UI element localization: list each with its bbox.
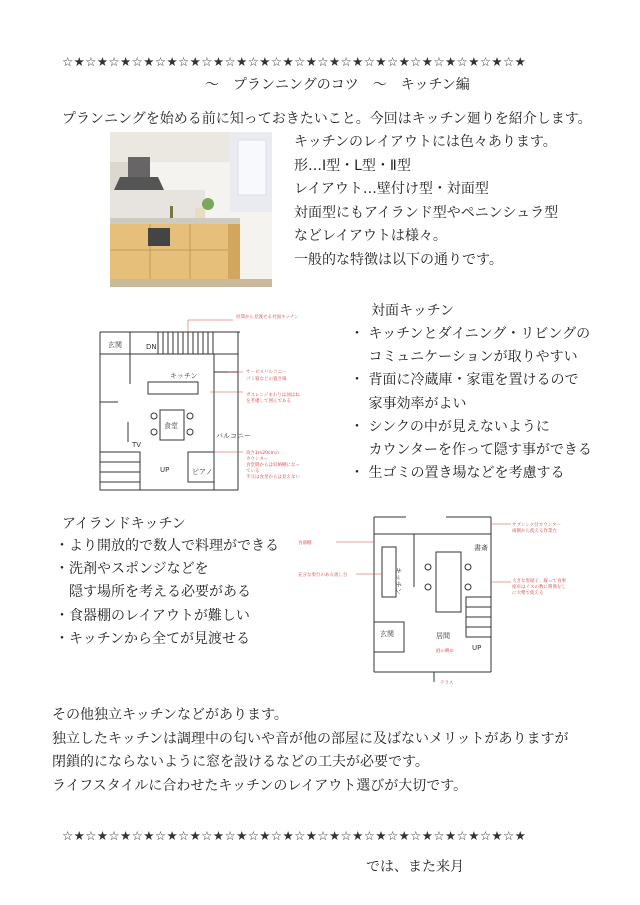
room-label: 居間 [436,632,450,640]
plan-note: サービスバルコニー [246,370,287,375]
taimen-features [350,323,592,485]
plan-note: 庭の眺め [436,649,454,654]
room-label: TV [132,441,142,449]
room-label: ピアノ [192,468,213,476]
layout-line: 形…Ⅰ型・L型・Ⅱ型 [294,157,411,174]
taimen-heading: 対面キッチン [371,303,455,319]
room-label: UP [472,644,482,652]
layout-description [294,131,558,272]
room-label: 書斎 [474,544,488,552]
plan-note: 座卓はイスの数に関係なし [512,585,566,590]
island-heading: アイランドキッチン [62,516,186,532]
layout-line: キッチンのレイアウトには色々あります。 [294,134,557,150]
island-floor-plan [296,512,596,687]
feature-item: ・ キッチンとダイニング・リビングの [350,326,591,342]
room-label: キッチン [170,372,198,380]
plan-note: サブシンク付カウンター [512,523,561,528]
plan-note: ている [246,469,260,474]
room-label: 食堂 [164,422,178,430]
plan-note: に大勢で使える [512,591,544,596]
plan-note: 充分な奥行のある流し台 [298,573,348,578]
feature-item: ・洗剤やスポンジなどを [55,561,209,578]
room-label: キッチン [394,567,402,595]
plan-note: ガスレンジまわりは油はね [246,393,300,398]
plan-note: 手元は食堂からは見えない [246,475,300,480]
plan-note: を考慮して囲んである [246,399,291,404]
closing-line: その他独立キッチンなどがあります。 [52,707,288,723]
header-star-border: ☆★☆★☆★☆★☆★☆★☆★☆★☆★☆★☆★☆★☆★☆★☆★☆★☆★☆★☆★☆★ [62,54,527,69]
plan-note: 食堂側からは収納棚になっ [246,463,300,468]
feature-item: コミュニケーションが取りやすい [350,349,578,366]
feature-item: ・食器棚のレイアウトが難しい [55,607,250,624]
layout-line: 対面型にもアイランド型やペニンシュラ型 [294,204,559,221]
plan-note: テラス [440,681,454,686]
room-label: バルコニー [216,432,251,440]
feature-item: 家事効率がよい [350,395,467,412]
footer-star-border: ☆★☆★☆★☆★☆★☆★☆★☆★☆★☆★☆★☆★☆★☆★☆★☆★☆★☆★☆★☆★ [62,828,527,843]
plan-note: 居間から見渡せる対面キッチン [236,315,299,320]
closing-line: 閉鎖的にならないように窓を設けるなどの工夫が必要です。 [52,754,429,770]
plan-note: 大きな窓硝子、縦って食事 [512,579,566,584]
feature-item: ・ 生ゴミの置き場などを考慮する [350,465,565,482]
plan-note: 両側から使える作業台 [512,529,557,534]
room-label: 玄関 [380,630,394,638]
room-label: 玄関 [108,341,122,349]
intro-text: プランニングを始める前に知っておきたいこと。今回はキッチン廻りを紹介します。 [62,111,592,127]
feature-item: ・ 背面に冷蔵庫・家電を置けるので [350,372,579,389]
taimen-floor-plan [88,312,328,492]
plan-note: 食器棚 [298,541,312,546]
feature-item: ・キッチンから全てが見渡せる [55,630,251,647]
kitchen-photo [110,132,272,287]
layout-line: 一般的な特徴は以下の通りです。 [294,251,503,268]
closing-line: ライフスタイルに合わせたキッチンのレイアウト選びが大切です。 [52,777,468,794]
room-label: UP [160,466,170,474]
feature-item: 隠す場所を考える必要がある [55,584,251,601]
closing-line: 独立したキッチンは調理中の匂いや音が他の部屋に及ばないメリットがありますが [52,730,569,747]
island-features [55,535,279,651]
layout-line: などレイアウトは様々。 [294,228,447,244]
page-title: ～ プランニングのコツ ～ キッチン編 [205,77,470,93]
closing-text [52,704,568,798]
feature-item: カウンターを作って隠す事ができる [350,442,592,459]
layout-line: レイアウト…壁付け型・対面型 [294,181,489,197]
feature-item: ・より開放的で数人で料理ができる [55,538,279,554]
plan-note: 高さ1m20cmの [246,451,280,456]
feature-item: ・ シンクの中が見えないように [350,418,550,435]
signoff: では、また来月 [366,859,464,875]
room-label: DN [146,343,157,351]
plan-note: ゴミ箱などの置き場 [246,377,287,382]
plan-note: カウンター [246,457,269,462]
